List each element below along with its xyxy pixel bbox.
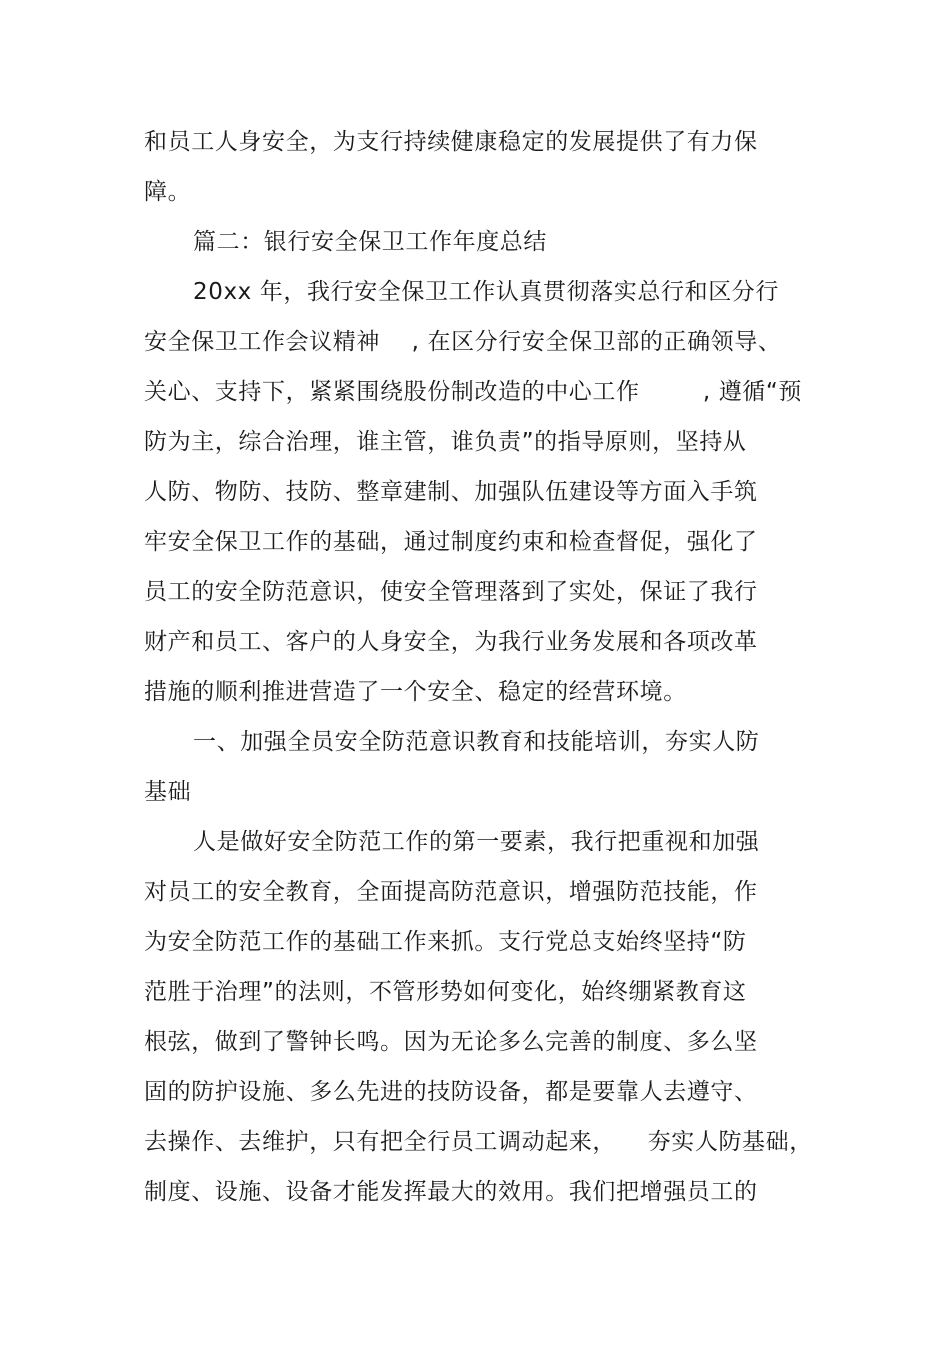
text-line-12: 措施的顺利推进营造了一个安全、稳定的经营环境。 xyxy=(144,679,687,705)
text-line-18: 范胜于治理”的法则，不管形势如何变化，始终绷紧教育这 xyxy=(144,979,747,1005)
text-line-17: 为安全防范工作的基础工作来抓。支行党总支始终坚持“防 xyxy=(144,929,747,955)
text-line-4: 20xx 年，我行安全保卫工作认真贯彻落实总行和区分行 xyxy=(193,279,780,305)
text-line-20: 固的防护设施、多么先进的技防设备，都是要靠人去遵守、 xyxy=(144,1079,758,1105)
subsection-heading: 一、加强全员安全防范意识教育和技能培训，夯实人防 xyxy=(193,729,760,755)
text-line-6: 关心、支持下，紧紧围绕股份制改造的中心工作 , 遵循“预 xyxy=(144,379,803,405)
text-line-5: 安全保卫工作会议精神 , 在区分行安全保卫部的正确领导、 xyxy=(144,329,782,355)
text-line-10: 员工的安全防范意识，使安全管理落到了实处，保证了我行 xyxy=(144,579,758,605)
text-line-16: 对员工的安全教育，全面提高防范意识，增强防范技能，作 xyxy=(144,879,758,905)
text-line-19: 根弦，做到了警钟长鸣。因为无论多么完善的制度、多么坚 xyxy=(144,1029,758,1055)
text-line-15: 人是做好安全防范工作的第一要素，我行把重视和加强 xyxy=(193,829,760,855)
text-line-2: 障。 xyxy=(144,179,192,205)
section-heading: 篇二：银行安全保卫工作年度总结 xyxy=(193,229,547,255)
subsection-heading-cont: 基础 xyxy=(144,779,192,805)
text-line-21: 去操作、去维护，只有把全行员工调动起来， 夯实人防基础， xyxy=(144,1129,813,1155)
text-line-7: 防为主，综合治理，谁主管，谁负责”的指导原则，坚持从 xyxy=(144,429,747,455)
text-line-8: 人防、物防、技防、整章建制、加强队伍建设等方面入手筑 xyxy=(144,479,758,505)
text-line-11: 财产和员工、客户的人身安全，为我行业务发展和各项改革 xyxy=(144,629,758,655)
text-line-9: 牢安全保卫工作的基础，通过制度约束和检查督促，强化了 xyxy=(144,529,758,555)
text-line-1: 和员工人身安全，为支行持续健康稳定的发展提供了有力保 xyxy=(144,129,758,155)
text-line-22: 制度、设施、设备才能发挥最大的效用。我们把增强员工的 xyxy=(144,1179,758,1205)
